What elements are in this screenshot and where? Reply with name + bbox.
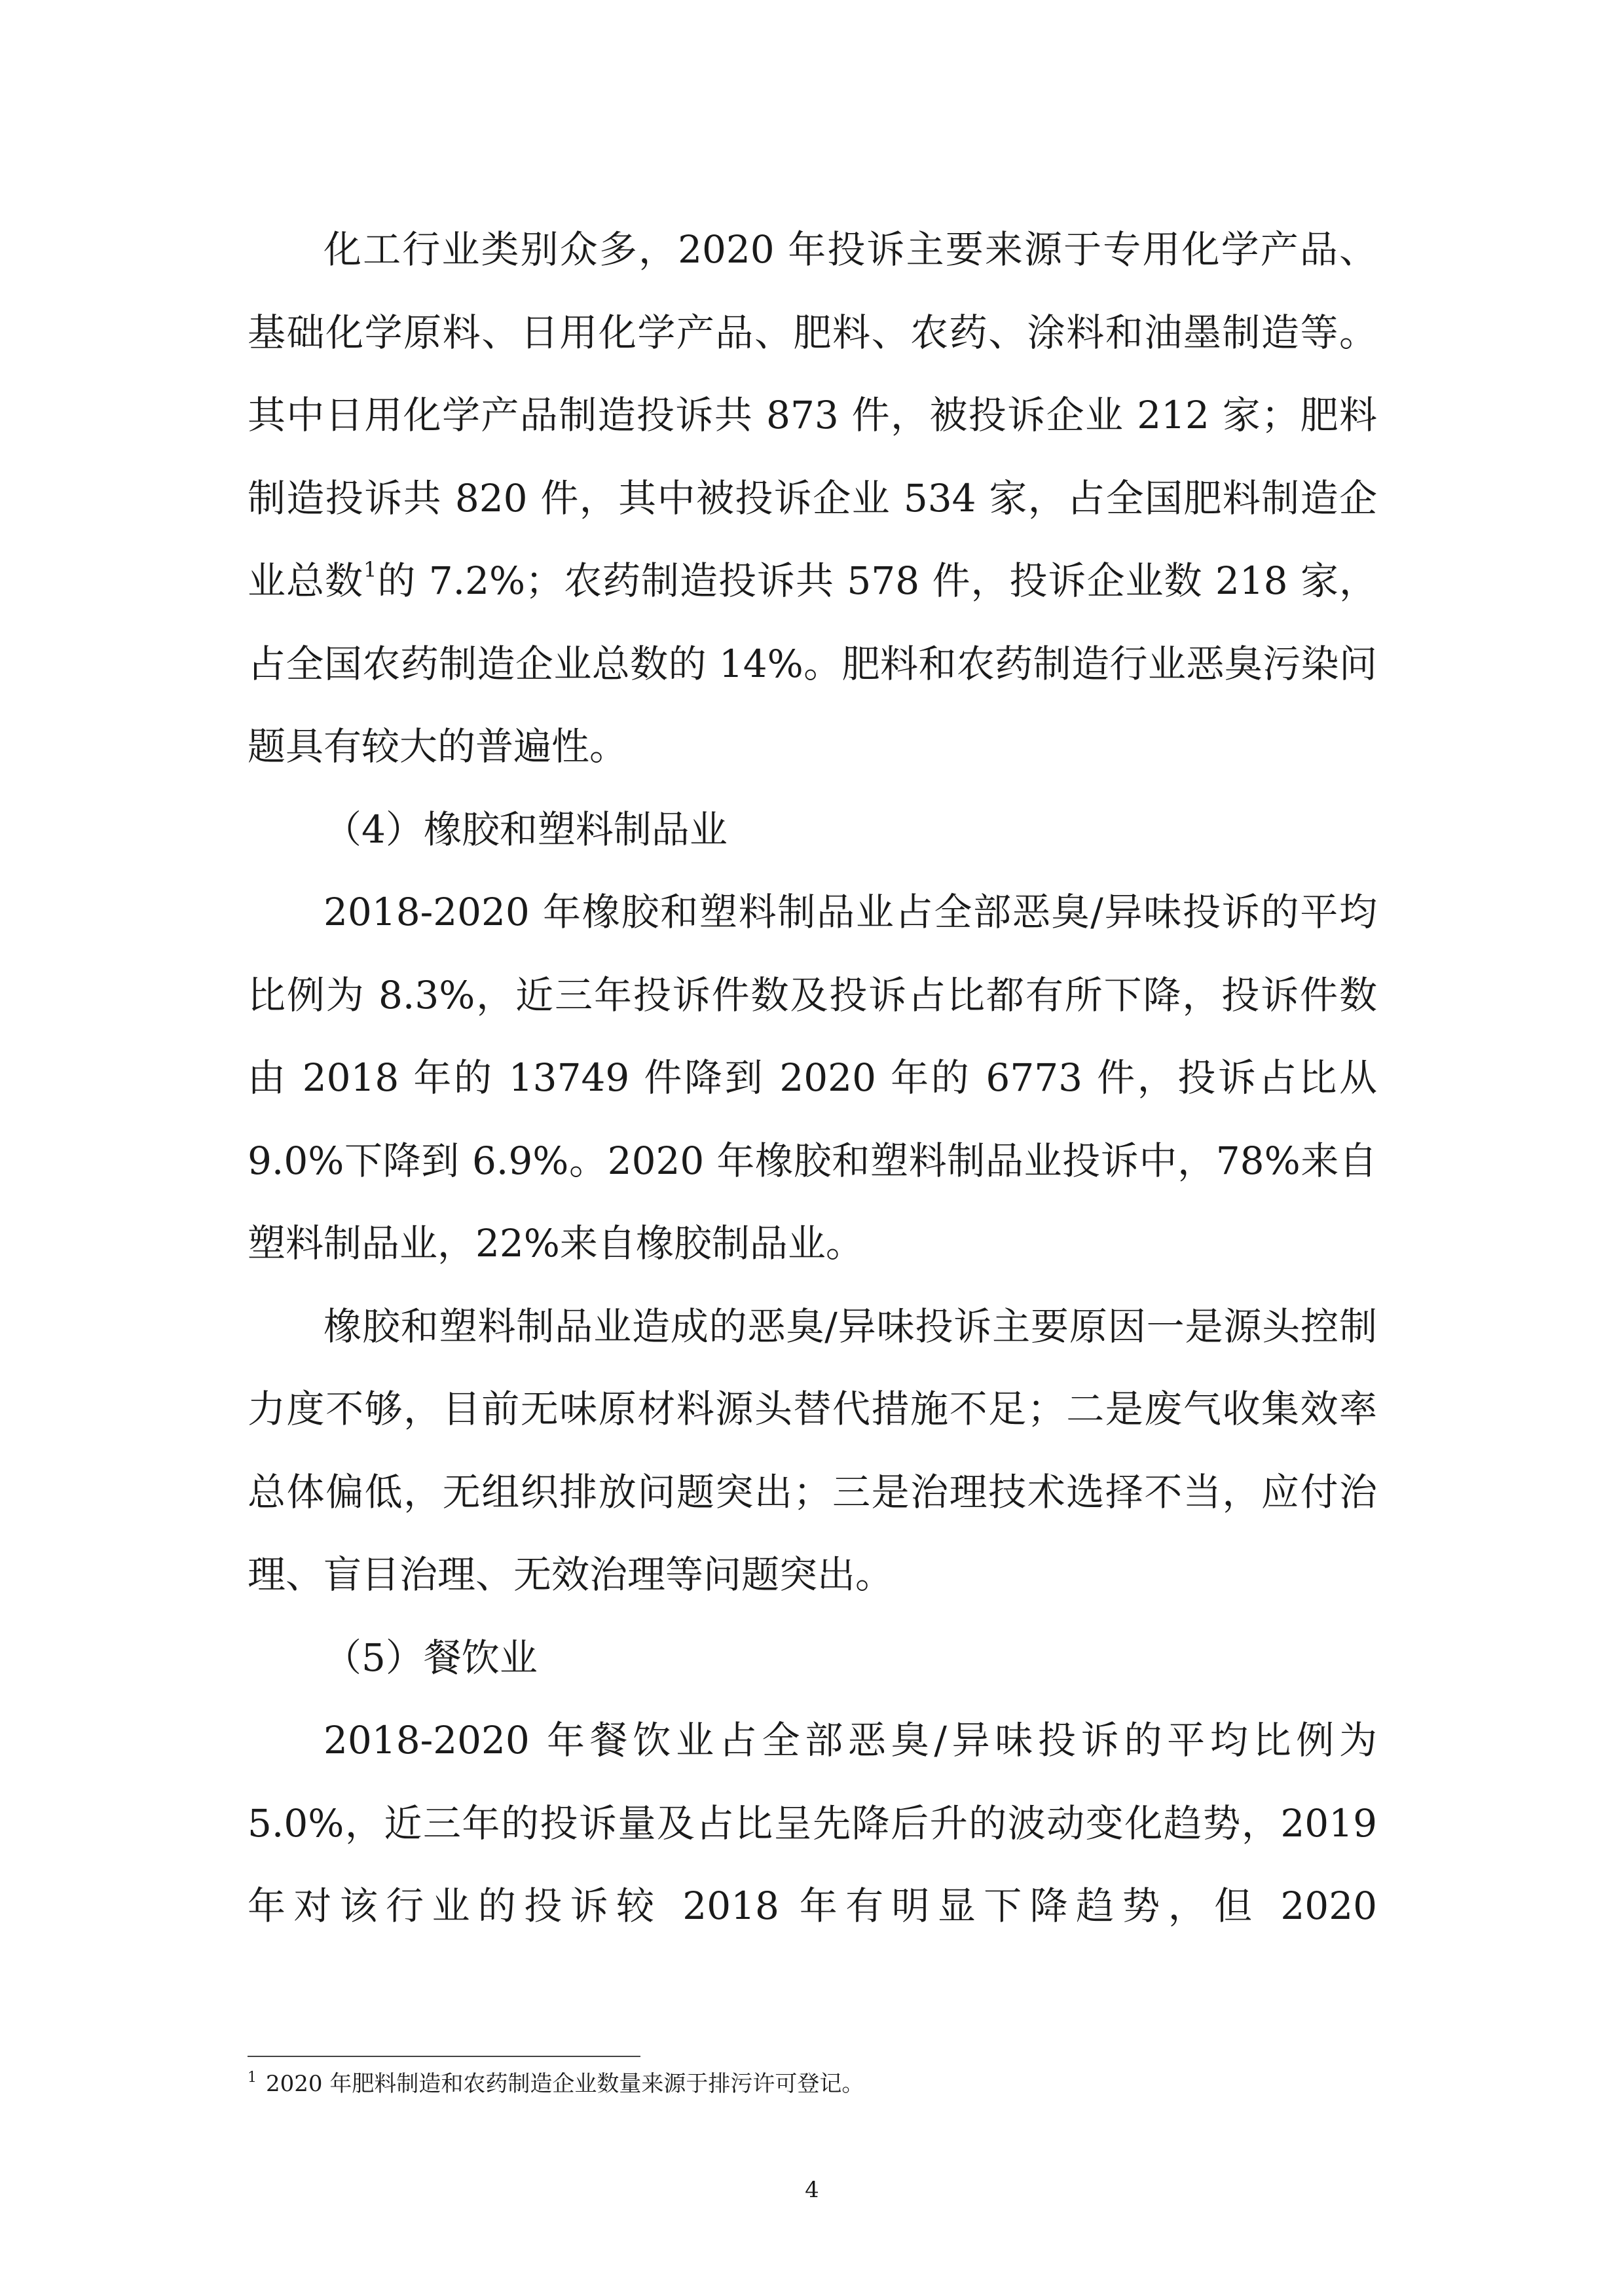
footnote-reference[interactable]: 1 (363, 557, 377, 582)
section-heading-rubber-plastics: （4）橡胶和塑料制品业 (323, 807, 728, 852)
paragraph-text: 化工行业类别众多，2020 年投诉主要来源于专用化学产品、基础化学原料、日用化学产品、肥料、农药、涂料和油墨制造等。其中日用化学产品制造投诉共 873 件，被投诉企业 212 家；肥料制造投诉共 820 件，其中被投诉企业 534 家，占全国肥料制造企业总数 (248, 227, 1377, 603)
footnote-marker: 1 (248, 2069, 257, 2086)
paragraph-rubber-plastics-stats: 2018-2020 年橡胶和塑料制品业占全部恶臭/异味投诉的平均比例为 8.3%，近三年投诉件数及投诉占比都有所下降，投诉件数由 2018 年的 13749 件降到 2020 年的 6773 件，投诉占比从 9.0%下降到 6.9%。2020 年橡胶和塑料制品业投诉中，78%来自塑料制品业，22%来自橡胶制品业。 (248, 890, 1377, 1266)
paragraph-text-continued: 的 7.2%；农药制造投诉共 578 件，投诉企业数 218 家，占全国农药制造企业总数的 14%。肥料和农药制造行业恶臭污染问题具有较大的普遍性。 (248, 558, 1377, 769)
footnote-text: 2020 年肥料制造和农药制造企业数量来源于排污许可登记。 (266, 2071, 864, 2097)
section-heading-catering: （5）餐饮业 (323, 1635, 538, 1680)
footnote-divider (248, 2056, 640, 2057)
footnote (248, 2066, 1377, 2102)
body-text (248, 208, 1377, 1948)
paragraph-catering-stats: 2018-2020 年餐饮业占全部恶臭/异味投诉的平均比例为 5.0%，近三年的投诉量及占比呈先降后升的波动变化趋势，2019 年对该行业的投诉较 2018 年有明显下降趋势，但 2020 (248, 1718, 1377, 1928)
paragraph-rubber-plastics-causes: 橡胶和塑料制品业造成的恶臭/异味投诉主要原因一是源头控制力度不够，目前无味原材料源头替代措施不足；二是废气收集效率总体偏低，无组织排放问题突出；三是治理技术选择不当，应付治理、盲目治理、无效治理等问题突出。 (248, 1303, 1377, 1597)
paragraph-chemical-industry (248, 208, 1377, 788)
page-number: 4 (805, 2177, 819, 2203)
